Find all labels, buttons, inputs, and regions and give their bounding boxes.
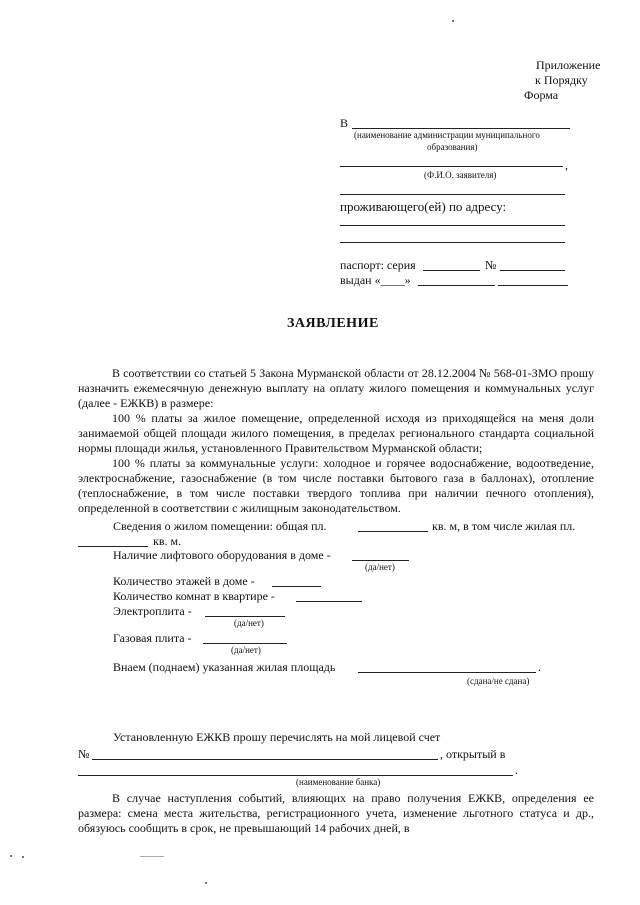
rooms-line[interactable] xyxy=(296,601,362,602)
appendix-line-1: Приложение xyxy=(536,58,601,72)
scan-speck xyxy=(22,856,24,858)
elevator-line[interactable] xyxy=(352,560,409,561)
paragraph-3: 100 % платы за коммунальные услуги: холодное и горячее водоснабжение, водоотведение, электроснабжение, газоснабжение (в том числе поставки бытового газа в баллонах), отопление (теплоснабжение, в том числе поставки твердого топлива при наличии печного отопления), определенной в соответствии с жилищным законодательством. xyxy=(78,456,594,515)
elevator-caption: (да/нет) xyxy=(365,562,395,572)
paragraph-2: 100 % платы за жилое помещение, определенной исходя из приходящейся на меня доли занимаемой общей площади жилого помещения, в пределах регионального стандарта социальной нормы площади жилья, установленного Правительством Мурманской области; xyxy=(78,411,594,455)
fio-line[interactable] xyxy=(340,166,563,167)
residing-label: проживающего(ей) по адресу: xyxy=(340,199,507,214)
area-label: Сведения о жилом помещении: общая пл. xyxy=(113,519,327,533)
issued-label: выдан «____» xyxy=(340,273,411,287)
fio-line-2[interactable] xyxy=(340,194,565,195)
address-line-1[interactable] xyxy=(340,225,565,226)
account-number-line[interactable] xyxy=(92,759,438,760)
electric-stove-caption: (да/нет) xyxy=(234,618,264,628)
floors-label: Количество этажей в доме - xyxy=(113,574,255,588)
bank-name-line[interactable] xyxy=(78,775,513,776)
passport-series-line[interactable] xyxy=(423,270,480,271)
admin-name-line[interactable] xyxy=(352,128,570,129)
issued-month-line[interactable] xyxy=(418,285,495,286)
address-line-2[interactable] xyxy=(340,242,565,243)
bank-caption: (наименование банка) xyxy=(296,777,381,787)
living-area-line[interactable] xyxy=(78,546,148,547)
total-area-line[interactable] xyxy=(358,531,428,532)
area-unit-total: кв. м, в том числе жилая пл. xyxy=(432,519,576,533)
elevator-label: Наличие лифтового оборудования в доме - xyxy=(113,548,331,562)
rent-caption: (сдана/не сдана) xyxy=(467,676,530,686)
scan-speck xyxy=(205,882,207,884)
passport-number-label: № xyxy=(485,258,497,272)
rent-line[interactable] xyxy=(358,672,536,673)
bank-transfer-text: Установленную ЕЖКВ прошу перечислять на мой лицевой счет xyxy=(113,730,441,744)
account-number-sign: № xyxy=(78,747,90,761)
appendix-line-2: к Порядку xyxy=(535,73,588,87)
gas-stove-line[interactable] xyxy=(203,643,287,644)
scan-speck xyxy=(10,855,12,857)
fio-caption: (Ф.И.О. заявителя) xyxy=(424,170,497,180)
issued-year-line[interactable] xyxy=(498,285,568,286)
rooms-label: Количество комнат в квартире - xyxy=(113,589,275,603)
area-unit-living: кв. м. xyxy=(153,534,182,548)
floors-line[interactable] xyxy=(272,586,321,587)
rent-label: Внаем (поднаем) указанная жилая площадь xyxy=(113,660,336,674)
document-title: ЗАЯВЛЕНИЕ xyxy=(287,316,379,331)
bank-end-dot: . xyxy=(515,763,518,777)
electric-stove-label: Электроплита - xyxy=(113,604,192,618)
admin-caption-2: образования) xyxy=(427,142,478,152)
fio-comma: , xyxy=(565,158,568,172)
scan-speck xyxy=(140,856,164,857)
body-text xyxy=(78,366,594,516)
notice-paragraph: В случае наступления событий, влияющих на право получения ЕЖКВ, определения ее размера: смена места жительства, регистрационного учета, изменение льготного статуса и др., обязуюсь сообщить в срок, не превышающий 14 рабочих дней, в xyxy=(78,791,594,835)
opened-in-label: , открытый в xyxy=(440,747,506,761)
gas-stove-caption: (да/нет) xyxy=(231,645,261,655)
scan-speck xyxy=(452,20,454,22)
passport-number-line[interactable] xyxy=(500,270,565,271)
rent-end-dot: . xyxy=(538,660,541,674)
addressee-to-prefix: В xyxy=(340,116,349,130)
gas-stove-label: Газовая плита - xyxy=(113,631,192,645)
admin-caption-1: (наименование администрации муниципального xyxy=(354,130,540,140)
notice-block xyxy=(78,791,594,836)
passport-series-label: паспорт: серия xyxy=(340,258,416,272)
paragraph-1: В соответствии со статьей 5 Закона Мурманской области от 28.12.2004 № 568-01-ЗМО прошу назначить ежемесячную денежную выплату на оплату жилого помещения и коммунальных услуг (далее - ЕЖКВ) в размере: xyxy=(78,366,594,410)
electric-stove-line[interactable] xyxy=(205,616,285,617)
appendix-line-3: Форма xyxy=(524,88,559,102)
